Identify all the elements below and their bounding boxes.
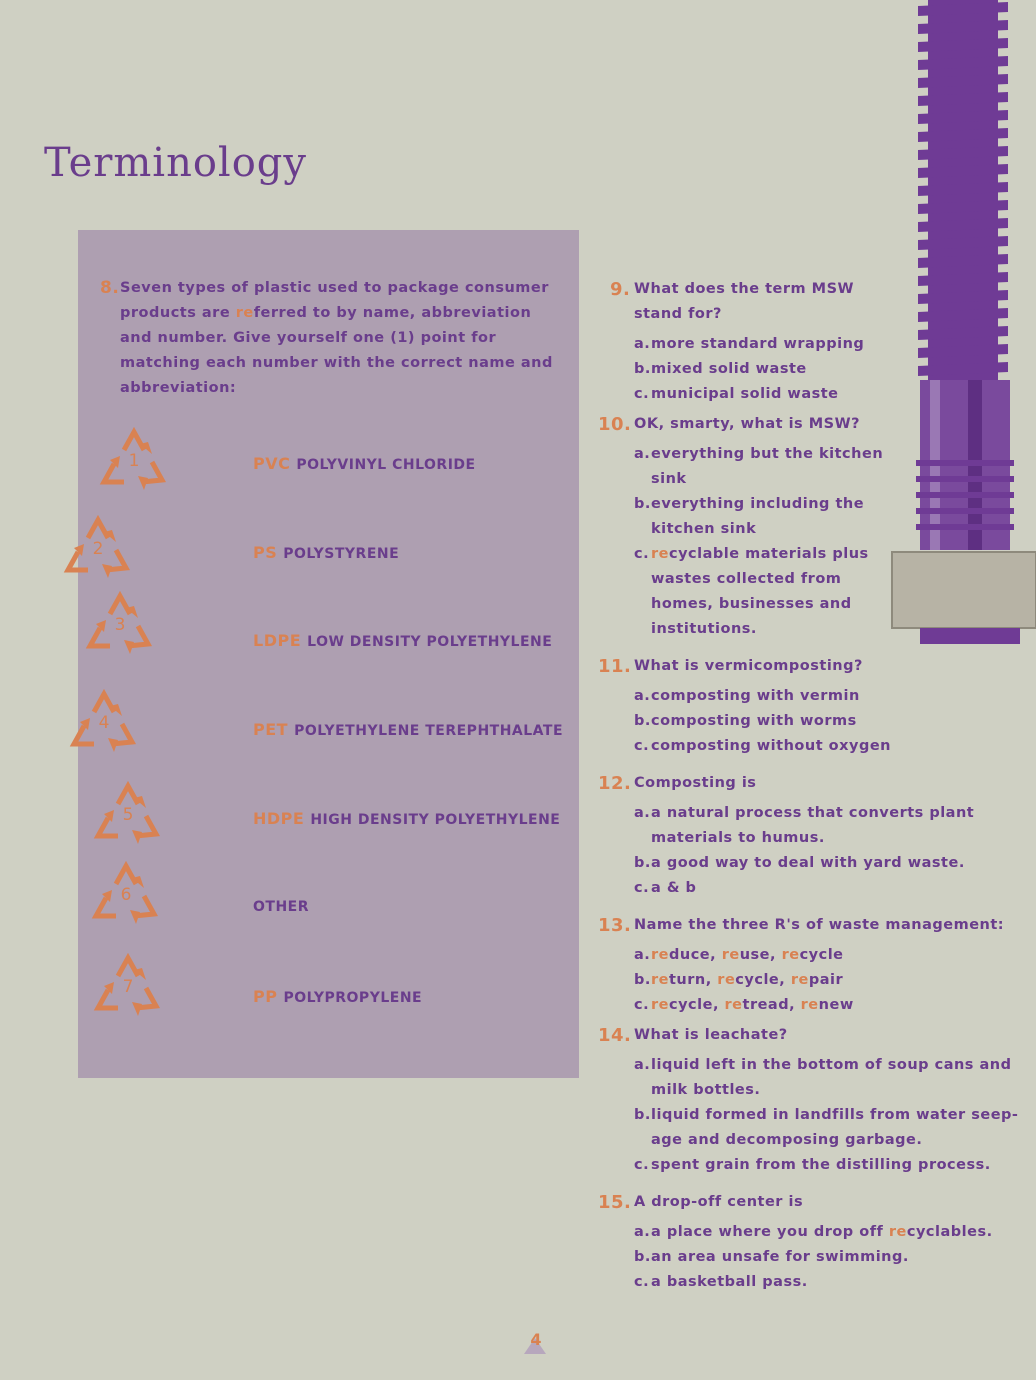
plastic-name: POLYVINYL CHLORIDE	[296, 457, 476, 473]
answer-option: c. composting without oxygen	[634, 738, 891, 754]
question-text: OK, smarty, what is MSW?	[634, 416, 861, 432]
answer-option: a. a natural process that converts plant materials to humus.	[634, 805, 975, 846]
plastic-label	[253, 809, 560, 828]
svg-text:6: 6	[120, 885, 132, 905]
question-number: 11.	[598, 656, 632, 677]
svg-text:3: 3	[114, 615, 126, 635]
question-10	[598, 412, 861, 437]
svg-text:5: 5	[122, 805, 134, 825]
recycle-symbol-icon	[58, 508, 138, 582]
answer-option: b. composting with worms	[634, 713, 857, 729]
recycle-symbol-icon	[64, 682, 144, 756]
question-12	[598, 771, 757, 796]
question-number: 13.	[598, 915, 632, 936]
plastic-name: POLYETHYLENE TEREPHTHALATE	[294, 723, 564, 739]
svg-text:2: 2	[92, 539, 104, 559]
plastic-label	[253, 543, 399, 562]
plastic-abbr: PS	[253, 543, 278, 562]
svg-text:7: 7	[122, 977, 134, 997]
answer-option: c. a & b	[634, 880, 697, 896]
plastic-label	[253, 720, 563, 739]
plastic-label	[253, 899, 309, 915]
question-8	[100, 276, 560, 401]
svg-text:4: 4	[98, 713, 110, 733]
question-text: Name the three R's of waste management:	[634, 917, 1005, 933]
answer-option: a. reduce, reuse, recycle	[634, 947, 844, 963]
answer-option: a. liquid left in the bottom of soup cans and milk bottles.	[634, 1057, 1012, 1098]
question-text: A drop-off center is	[634, 1194, 804, 1210]
recycle-symbol-icon	[88, 946, 168, 1020]
plastic-label	[253, 631, 552, 650]
recycle-symbol-icon	[80, 584, 160, 658]
page-number: 4	[530, 1330, 542, 1349]
question-number: 8.	[100, 278, 120, 298]
question-text: What is vermicomposting?	[634, 658, 863, 674]
answer-option: b. a good way to deal with yard waste.	[634, 855, 965, 871]
question-number: 15.	[598, 1192, 632, 1213]
question-number: 9.	[610, 279, 631, 300]
answer-option: c. recycle, retread, renew	[634, 997, 854, 1013]
plastic-abbr: LDPE	[253, 631, 302, 650]
plastic-abbr: HDPE	[253, 809, 305, 828]
question-text: stand for?	[634, 306, 722, 322]
question-number: 14.	[598, 1025, 632, 1046]
answer-option: a. more standard wrapping	[634, 336, 865, 352]
answer-option: c. recyclable materials plus wastes collected from homes, businesses and institutions.	[634, 546, 869, 637]
plastic-name: OTHER	[253, 899, 310, 915]
question-text: Seven types of plastic used to package consumer products are	[120, 280, 549, 321]
question-text: What is leachate?	[634, 1027, 788, 1043]
question-9	[610, 277, 855, 327]
plastic-abbr: PET	[253, 720, 289, 739]
answer-option: b. return, recycle, repair	[634, 972, 844, 988]
plastic-abbr: PVC	[253, 454, 291, 473]
page-title: Terminology	[44, 140, 308, 186]
answer-option: c. a basketball pass.	[634, 1274, 808, 1290]
recycle-symbol-icon	[94, 420, 174, 494]
question-15	[598, 1190, 804, 1215]
question-text: Composting is	[634, 775, 757, 791]
plastic-abbr: PP	[253, 987, 278, 1006]
accent-text: re	[235, 305, 254, 321]
question-11	[598, 654, 863, 679]
answer-option: a. a place where you drop off recyclables.	[634, 1224, 993, 1240]
plastic-name: LOW DENSITY POLYETHYLENE	[307, 634, 553, 650]
answer-option: b. mixed solid waste	[634, 361, 807, 377]
question-text: What does the term MSW	[634, 281, 855, 297]
answer-option: b. an area unsafe for swimming.	[634, 1249, 909, 1265]
plastic-label	[253, 454, 476, 473]
question-number: 12.	[598, 773, 632, 794]
answer-option: c. spent grain from the distilling process.	[634, 1157, 991, 1173]
answer-option: b. everything including the kitchen sink	[634, 496, 865, 537]
answer-option: b. liquid formed in landfills from water seep- age and decomposing garbage.	[634, 1107, 1019, 1148]
question-number: 10.	[598, 414, 632, 435]
recycle-symbol-icon	[88, 774, 168, 848]
answer-option: a. everything but the kitchen sink	[634, 446, 884, 487]
svg-text:1: 1	[128, 451, 140, 471]
answer-option: a. composting with vermin	[634, 688, 860, 704]
answer-option: c. municipal solid waste	[634, 386, 839, 402]
question-14	[598, 1023, 788, 1048]
question-13	[598, 913, 1005, 938]
plastic-name: HIGH DENSITY POLYETHYLENE	[310, 812, 561, 828]
screw-illustration	[890, 0, 1036, 650]
recycle-symbol-icon	[86, 854, 166, 928]
plastic-name: POLYSTYRENE	[283, 546, 400, 562]
question-text-cont: ferred to by name, abbreviation and number. Give yourself one (1) point for matching each number with the correct name and abbreviation:	[120, 305, 553, 396]
plastic-label	[253, 987, 422, 1006]
plastic-name: POLYPROPYLENE	[283, 990, 423, 1006]
